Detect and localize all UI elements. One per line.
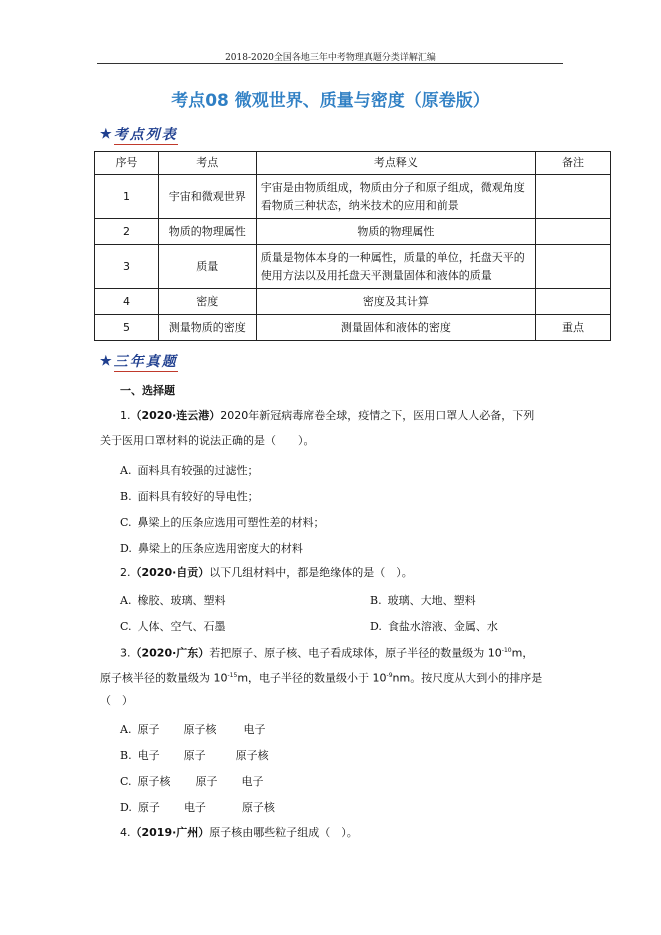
topic-table <box>94 151 611 341</box>
option-letter: D. <box>120 542 132 555</box>
option-text: 面料具有较强的过滤性； <box>137 464 259 477</box>
th-no: 序号 <box>95 152 159 175</box>
cell-note <box>536 245 611 289</box>
star-icon: ★ <box>100 354 112 369</box>
q2-num: 2. <box>120 566 131 579</box>
q2-source: （2020·自贡） <box>130 566 210 579</box>
option-letter: A. <box>120 723 132 736</box>
option-letter: C. <box>120 620 132 633</box>
table-row <box>95 315 611 341</box>
q3-option-d <box>120 799 275 815</box>
q2-option-c <box>120 618 226 634</box>
part-heading: 一、选择题 <box>120 384 175 397</box>
q1-option-a <box>120 462 258 478</box>
q3-exp1: -10 <box>501 647 512 654</box>
q2-line1: 以下几组材料中，都是绝缘体的是（ ）。 <box>209 566 413 579</box>
page-title: 考点08 微观世界、质量与密度（原卷版） <box>171 91 490 111</box>
option-letter: A. <box>120 464 132 477</box>
cell-topic: 宇宙和微观世界 <box>158 175 256 219</box>
option-letter: B. <box>120 749 132 762</box>
cell-topic: 测量物质的密度 <box>158 315 256 341</box>
option-part: 原子 <box>137 723 160 736</box>
question-3 <box>120 642 533 663</box>
cell-desc: 密度及其计算 <box>256 289 535 315</box>
table-row <box>95 175 611 219</box>
cell-no: 4 <box>95 289 159 315</box>
option-letter: B. <box>370 594 382 607</box>
cell-topic: 物质的物理属性 <box>158 219 256 245</box>
option-part: 电子 <box>183 801 206 814</box>
section-sannian-label: 三年真题 <box>114 351 178 372</box>
option-letter: D. <box>120 801 132 814</box>
cell-desc: 宇宙是由物质组成，物质由分子和原子组成，微观角度看物质三种状态，纳米技术的应用和前景 <box>256 175 535 219</box>
q3-source: （2020·广东） <box>130 646 210 660</box>
table-row <box>95 245 611 289</box>
cell-note: 重点 <box>536 315 611 341</box>
option-part: 电子 <box>137 749 160 762</box>
q3-exp3: -9 <box>386 672 393 679</box>
cell-note <box>536 219 611 245</box>
option-text: 鼻梁上的压条应选用可塑性差的材料； <box>137 516 325 529</box>
q1-source: （2020·连云港） <box>130 409 221 422</box>
cell-note <box>536 175 611 219</box>
q1-line2: 关于医用口罩材料的说法正确的是（ ）。 <box>100 434 315 447</box>
cell-topic: 密度 <box>158 289 256 315</box>
option-part: 电子 <box>243 723 266 736</box>
option-part: 原子 <box>183 749 206 762</box>
option-letter: D. <box>370 620 382 633</box>
option-part: 原子核 <box>235 749 269 762</box>
q1-line1: 2020年新冠病毒席卷全球，疫情之下，医用口罩人人必备，下列 <box>220 409 535 422</box>
header-rule <box>97 63 563 64</box>
q3-line2b: m，电子半径的数量级小于 10 <box>237 671 387 685</box>
th-topic: 考点 <box>158 152 256 175</box>
q3-option-c <box>120 773 264 789</box>
q1-option-d <box>120 540 303 556</box>
q3-line1a: 若把原子、原子核、电子看成球体，原子半径的数量级为 10 <box>209 646 502 660</box>
cell-desc: 测量固体和液体的密度 <box>256 315 535 341</box>
question-1 <box>120 407 580 425</box>
running-header: 2018-2020全国各地三年中考物理真题分类详解汇编 <box>225 53 436 63</box>
q3-line2c: nm。按尺度从大到小的排序是 <box>392 671 543 685</box>
q2-option-d <box>370 618 498 634</box>
option-text: 橡胶、玻璃、塑料 <box>137 594 226 607</box>
q3-line2a: 原子核半径的数量级为 10 <box>100 671 228 685</box>
th-note: 备注 <box>536 152 611 175</box>
q3-line1b: m， <box>511 646 534 660</box>
q4-source: （2019·广州） <box>130 826 210 839</box>
q3-line3: （ ） <box>100 694 133 707</box>
cell-no: 1 <box>95 175 159 219</box>
cell-no: 2 <box>95 219 159 245</box>
option-part: 原子 <box>137 801 160 814</box>
option-part: 原子核 <box>137 775 171 788</box>
q1-num: 1. <box>120 409 131 422</box>
section-sannian <box>100 351 178 372</box>
table-row <box>95 219 611 245</box>
option-text: 面料具有较好的导电性； <box>137 490 259 503</box>
q3-num: 3. <box>120 646 131 660</box>
th-desc: 考点释义 <box>256 152 535 175</box>
q4-line1: 原子核由哪些粒子组成（ ）。 <box>209 826 358 839</box>
question-4 <box>120 824 358 842</box>
q3-exp2: -15 <box>227 672 238 679</box>
option-part: 原子 <box>195 775 218 788</box>
option-letter: A. <box>120 594 132 607</box>
option-text: 食盐水溶液、金属、水 <box>387 620 498 633</box>
option-part: 原子核 <box>183 723 217 736</box>
option-letter: B. <box>120 490 132 503</box>
q3-option-a <box>120 721 265 737</box>
q2-option-a <box>120 592 225 608</box>
q1-option-c <box>120 514 325 530</box>
option-text: 鼻梁上的压条应选用密度大的材料 <box>137 542 303 555</box>
cell-note <box>536 289 611 315</box>
option-text: 玻璃、大地、塑料 <box>387 594 476 607</box>
q3-line2 <box>100 667 542 688</box>
option-part: 原子核 <box>241 801 275 814</box>
q4-num: 4. <box>120 826 131 839</box>
option-part: 电子 <box>241 775 264 788</box>
question-2 <box>120 564 413 582</box>
q2-option-b <box>370 592 476 608</box>
q1-option-b <box>120 488 259 504</box>
section-kaodian <box>100 124 178 145</box>
cell-topic: 质量 <box>158 245 256 289</box>
cell-desc: 物质的物理属性 <box>256 219 535 245</box>
cell-desc: 质量是物体本身的一种属性，质量的单位，托盘天平的使用方法以及用托盘天平测量固体和液体的质量 <box>256 245 535 289</box>
cell-no: 3 <box>95 245 159 289</box>
option-letter: C. <box>120 516 132 529</box>
section-kaodian-label: 考点列表 <box>114 124 178 145</box>
table-row <box>95 289 611 315</box>
star-icon: ★ <box>100 127 112 142</box>
option-letter: C. <box>120 775 132 788</box>
q3-option-b <box>120 747 269 763</box>
cell-no: 5 <box>95 315 159 341</box>
option-text: 人体、空气、石墨 <box>137 620 226 633</box>
table-header-row <box>95 152 611 175</box>
